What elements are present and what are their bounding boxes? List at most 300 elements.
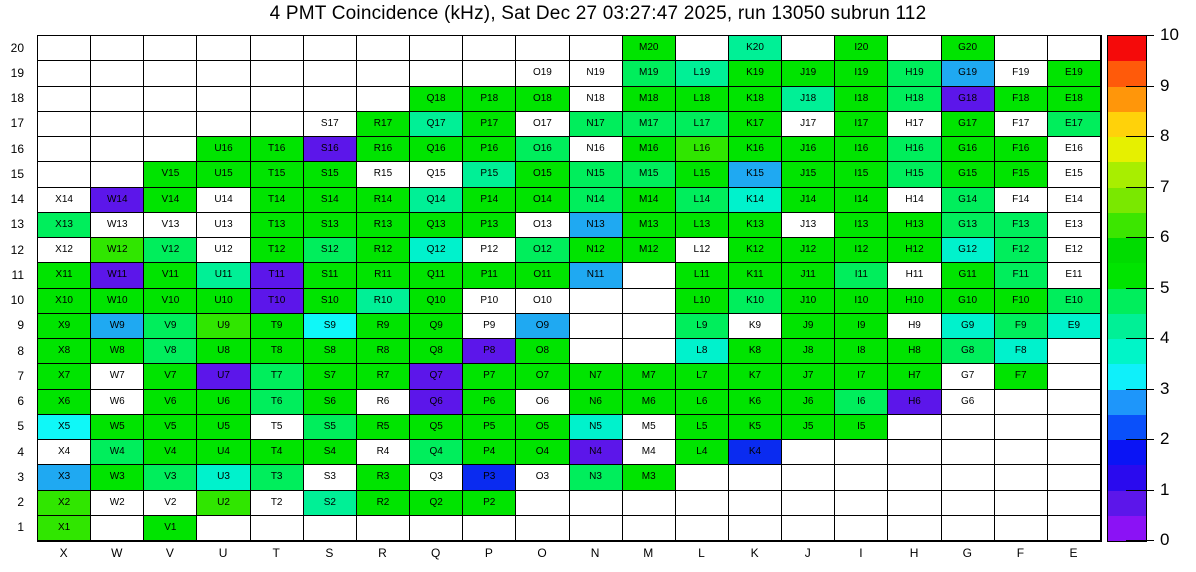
grid-cell-empty [835,491,888,516]
grid-cell: Q13 [410,213,463,238]
grid-cell: R11 [357,263,410,288]
row-label: 6 [17,394,24,409]
row-label: 4 [17,444,24,459]
col-label: G [962,546,972,560]
grid-cell-empty [676,491,729,516]
grid-cell-empty [516,516,569,541]
grid-cell: U12 [197,238,250,263]
grid-cell: G15 [942,162,995,187]
grid-cell: X3 [38,465,91,490]
grid-cell: H18 [888,87,941,112]
grid-cell-empty [357,516,410,541]
grid-cell: I13 [835,213,888,238]
grid-cell: W2 [91,491,144,516]
grid-cell: K15 [729,162,782,187]
grid-cell: O15 [516,162,569,187]
colorbar-segment [1108,339,1146,364]
grid-cell-empty [197,36,250,61]
grid-cell-empty [835,440,888,465]
grid-cell: W13 [91,213,144,238]
grid-cell: V4 [144,440,197,465]
grid-cell: T5 [251,415,304,440]
grid-cell-empty [1048,390,1101,415]
grid-cell: H6 [888,390,941,415]
grid-cell: F8 [995,339,1048,364]
grid-cell-empty [729,516,782,541]
col-label: T [272,546,280,560]
grid-cell: O17 [516,112,569,137]
grid-cell: G13 [942,213,995,238]
grid-cell: E18 [1048,87,1101,112]
colorbar-segment [1108,112,1146,137]
grid-cell: F12 [995,238,1048,263]
grid-cell: I8 [835,339,888,364]
grid-cell: H12 [888,238,941,263]
grid-cell: V5 [144,415,197,440]
grid-cell: H9 [888,314,941,339]
colorbar-segment [1108,213,1146,238]
grid-cell-empty [197,61,250,86]
col-label: S [325,546,334,560]
grid-cell: M6 [623,390,676,415]
grid-cell-empty [782,516,835,541]
grid-cell: M3 [623,465,676,490]
grid-cell: O8 [516,339,569,364]
grid-cell: U5 [197,415,250,440]
row-label: 13 [10,217,24,232]
grid-cell: K5 [729,415,782,440]
colorbar-segment [1108,491,1146,516]
grid-cell: M19 [623,61,676,86]
grid-cell: J19 [782,61,835,86]
grid-cell-empty [623,491,676,516]
grid-cell: E15 [1048,162,1101,187]
row-label: 18 [10,91,24,106]
grid-cell: E10 [1048,289,1101,314]
grid-cell: V2 [144,491,197,516]
grid-cell: K18 [729,87,782,112]
grid-cell: S12 [304,238,357,263]
grid-cell-empty [357,87,410,112]
grid-cell: U16 [197,137,250,162]
grid-cell-empty [995,491,1048,516]
grid-cell-empty [38,87,91,112]
grid-cell: M17 [623,112,676,137]
row-label: 10 [10,293,24,308]
grid-cell-empty [357,36,410,61]
col-label: M [643,546,654,560]
grid-cell: T8 [251,339,304,364]
colorbar-tick-label: 0 [1160,530,1170,549]
grid-cell: T2 [251,491,304,516]
grid-cell-empty [782,491,835,516]
grid-cell-empty [676,465,729,490]
grid-cell-empty [197,516,250,541]
grid-cell-empty [463,61,516,86]
grid-cell: T4 [251,440,304,465]
grid-cell: I7 [835,364,888,389]
grid-cell: K14 [729,188,782,213]
grid-cell-empty [729,491,782,516]
colorbar-segment [1108,390,1146,415]
grid-cell: R4 [357,440,410,465]
grid-cell-empty [91,36,144,61]
grid-cell-empty [144,112,197,137]
grid-cell: L19 [676,61,729,86]
grid-cell: X8 [38,339,91,364]
grid-cell: G14 [942,188,995,213]
colorbar-tick-label: 2 [1160,429,1170,448]
row-label: 5 [17,419,24,434]
grid-cell: N5 [570,415,623,440]
grid-cell: U4 [197,440,250,465]
grid-cell-empty [38,137,91,162]
grid-cell: S2 [304,491,357,516]
grid-cell: V6 [144,390,197,415]
grid-cell: V12 [144,238,197,263]
grid-cell: W5 [91,415,144,440]
grid-cell-empty [995,465,1048,490]
grid-cell: H11 [888,263,941,288]
grid-cell-empty [91,61,144,86]
grid-cell: X13 [38,213,91,238]
grid-cell-empty [888,415,941,440]
grid-cell-empty [1048,364,1101,389]
grid-cell-empty [251,61,304,86]
grid-cell: Q2 [410,491,463,516]
grid-cell-empty [570,36,623,61]
grid-cell: I18 [835,87,888,112]
grid-cell: G8 [942,339,995,364]
grid-cell: W7 [91,364,144,389]
grid-cell-empty [782,36,835,61]
grid-cell: E13 [1048,213,1101,238]
grid-cell-empty [304,87,357,112]
grid-cell: P7 [463,364,516,389]
grid-cell: W4 [91,440,144,465]
grid-cell: Q11 [410,263,463,288]
grid-cell: Q14 [410,188,463,213]
row-label: 19 [10,65,24,80]
grid-cell: Q6 [410,390,463,415]
grid-cell: T16 [251,137,304,162]
grid-cell: J9 [782,314,835,339]
grid-cell-empty [463,516,516,541]
grid-cell-empty [888,36,941,61]
colorbar-tick-label: 8 [1160,126,1170,145]
grid-cell: O16 [516,137,569,162]
grid-cell-empty [782,465,835,490]
colorbar-tick-label: 10 [1160,25,1179,44]
col-label: K [750,546,759,560]
colorbar-segment [1108,289,1146,314]
grid-cell: M14 [623,188,676,213]
col-label: E [1069,546,1078,560]
grid-cell: M16 [623,137,676,162]
grid-cell: S10 [304,289,357,314]
grid-cell-empty [888,465,941,490]
row-label: 17 [10,116,24,131]
grid-cell-empty [38,61,91,86]
grid-cell-empty [942,516,995,541]
grid-cell: P17 [463,112,516,137]
grid-cell: X14 [38,188,91,213]
grid-cell: N14 [570,188,623,213]
grid-cell-empty [570,314,623,339]
grid-cell: U14 [197,188,250,213]
grid-cell: I10 [835,289,888,314]
grid-cell: S3 [304,465,357,490]
grid-cell: U13 [197,213,250,238]
grid-cell-empty [942,491,995,516]
grid-cell-empty [888,491,941,516]
grid-cell: O7 [516,364,569,389]
grid-cell: O11 [516,263,569,288]
grid-cell: R16 [357,137,410,162]
grid-cell: K10 [729,289,782,314]
colorbar-segment [1108,137,1146,162]
grid-cell: S4 [304,440,357,465]
grid-cell: P8 [463,339,516,364]
grid-cell: R7 [357,364,410,389]
grid-cell: K4 [729,440,782,465]
row-label: 8 [17,343,24,358]
grid-cell: P16 [463,137,516,162]
col-label: U [218,546,228,560]
grid-cell-empty [38,162,91,187]
grid-cell: R3 [357,465,410,490]
grid-cell: F19 [995,61,1048,86]
grid-cell: R13 [357,213,410,238]
colorbar-tick-label: 9 [1160,75,1170,95]
grid-cell: T12 [251,238,304,263]
grid-cell-empty [570,516,623,541]
grid-cell: K19 [729,61,782,86]
grid-cell: Q12 [410,238,463,263]
grid-cell: L11 [676,263,729,288]
colorbar-segment [1108,415,1146,440]
grid-cell-empty [1048,36,1101,61]
grid-cell: E17 [1048,112,1101,137]
grid-cell: S6 [304,390,357,415]
grid-cell: O3 [516,465,569,490]
grid-cell: Q17 [410,112,463,137]
grid-cell: I20 [835,36,888,61]
col-labels [37,543,1100,563]
grid-cell: J14 [782,188,835,213]
col-label: F [1016,546,1025,560]
grid-cell: R8 [357,339,410,364]
grid-cell: M15 [623,162,676,187]
grid-cell: X7 [38,364,91,389]
col-label: W [111,546,123,560]
row-label: 11 [11,267,24,282]
grid-cell-empty [357,61,410,86]
grid-cell: S5 [304,415,357,440]
grid-cell-empty [410,36,463,61]
grid-cell: P9 [463,314,516,339]
grid-cell: G9 [942,314,995,339]
grid-cell: I17 [835,112,888,137]
grid-cell: N17 [570,112,623,137]
grid-cell: K13 [729,213,782,238]
grid-cell: N11 [570,263,623,288]
colorbar-segment [1108,314,1146,339]
grid-cell: R5 [357,415,410,440]
grid-cell: H7 [888,364,941,389]
grid-cell-empty [888,516,941,541]
grid-cell: F14 [995,188,1048,213]
grid-cell: L15 [676,162,729,187]
grid-cell: G7 [942,364,995,389]
colorbar-segment [1108,440,1146,465]
colorbar [1107,35,1147,542]
grid-cell: L10 [676,289,729,314]
grid-cell: J5 [782,415,835,440]
grid-cell: K17 [729,112,782,137]
grid-cell: X6 [38,390,91,415]
grid-cell-empty [1048,516,1101,541]
colorbar-segment [1108,87,1146,112]
grid-cell: S15 [304,162,357,187]
grid-cell-empty [38,36,91,61]
grid-cell-empty [1048,491,1101,516]
grid-cell: T6 [251,390,304,415]
grid-cell: V11 [144,263,197,288]
grid-cell: S16 [304,137,357,162]
grid-cell: P14 [463,188,516,213]
grid-cell: O12 [516,238,569,263]
grid-cell-empty [623,314,676,339]
grid-cell: H13 [888,213,941,238]
grid-cell-empty [995,440,1048,465]
row-label: 9 [17,318,24,333]
grid-cell: P11 [463,263,516,288]
grid-cell: P4 [463,440,516,465]
grid-cell-empty [942,440,995,465]
grid-cell: S7 [304,364,357,389]
grid-cell-empty [942,415,995,440]
col-label: L [698,546,705,560]
row-label: 2 [17,495,24,510]
grid-cell: X9 [38,314,91,339]
grid-cell: Q4 [410,440,463,465]
heatmap-grid [37,35,1102,542]
grid-cell: F16 [995,137,1048,162]
grid-cell: G19 [942,61,995,86]
grid-cell-empty [91,516,144,541]
grid-cell: G6 [942,390,995,415]
grid-cell: N12 [570,238,623,263]
grid-cell: F11 [995,263,1048,288]
grid-cell: R12 [357,238,410,263]
grid-cell-empty [251,112,304,137]
grid-cell: K12 [729,238,782,263]
colorbar-tick-label: 7 [1160,176,1170,196]
grid-cell: G10 [942,289,995,314]
row-label: 20 [10,40,24,55]
grid-cell-empty [197,112,250,137]
grid-cell: L12 [676,238,729,263]
grid-cell: V1 [144,516,197,541]
grid-cell: M13 [623,213,676,238]
grid-cell: J8 [782,339,835,364]
grid-cell-empty [251,516,304,541]
grid-cell: Q9 [410,314,463,339]
col-label: H [909,546,919,560]
col-label: R [378,546,387,560]
grid-cell-empty [570,289,623,314]
grid-cell: O14 [516,188,569,213]
grid-cell-empty [1048,440,1101,465]
grid-cell: M5 [623,415,676,440]
grid-cell: W3 [91,465,144,490]
colorbar-segment [1108,465,1146,490]
grid-cell: J10 [782,289,835,314]
grid-cell: E19 [1048,61,1101,86]
grid-cell: H15 [888,162,941,187]
grid-cell: J6 [782,390,835,415]
grid-cell: K7 [729,364,782,389]
grid-cell: O10 [516,289,569,314]
colorbar-segment [1108,61,1146,86]
grid-cell: N4 [570,440,623,465]
grid-cell: O5 [516,415,569,440]
grid-cell: L7 [676,364,729,389]
grid-cell: X5 [38,415,91,440]
grid-cell: F7 [995,364,1048,389]
grid-cell: I5 [835,415,888,440]
grid-cell-empty [197,87,250,112]
grid-cell: V3 [144,465,197,490]
grid-cell: J7 [782,364,835,389]
grid-cell: L5 [676,415,729,440]
grid-cell: J15 [782,162,835,187]
grid-cell-empty [623,516,676,541]
grid-cell: U7 [197,364,250,389]
grid-cell: G18 [942,87,995,112]
grid-cell: Q10 [410,289,463,314]
grid-cell: T7 [251,364,304,389]
grid-cell: F18 [995,87,1048,112]
grid-cell: Q3 [410,465,463,490]
grid-cell: Q16 [410,137,463,162]
grid-cell: P18 [463,87,516,112]
grid-cell: U2 [197,491,250,516]
grid-cell: N16 [570,137,623,162]
grid-cell: X1 [38,516,91,541]
row-label: 1 [17,520,24,535]
grid-cell: S13 [304,213,357,238]
grid-cell: L17 [676,112,729,137]
grid-cell-empty [729,465,782,490]
grid-cell: N3 [570,465,623,490]
grid-cell: T15 [251,162,304,187]
grid-cell: Q5 [410,415,463,440]
col-label: I [859,546,863,560]
grid-cell: T3 [251,465,304,490]
grid-cell: O13 [516,213,569,238]
grid-cell: P6 [463,390,516,415]
grid-cell: V9 [144,314,197,339]
col-label: N [590,546,600,560]
grid-cell: T11 [251,263,304,288]
col-label: O [537,546,547,560]
grid-cell: L4 [676,440,729,465]
grid-cell-empty [623,289,676,314]
grid-cell-empty [782,440,835,465]
grid-cell-empty [1048,465,1101,490]
